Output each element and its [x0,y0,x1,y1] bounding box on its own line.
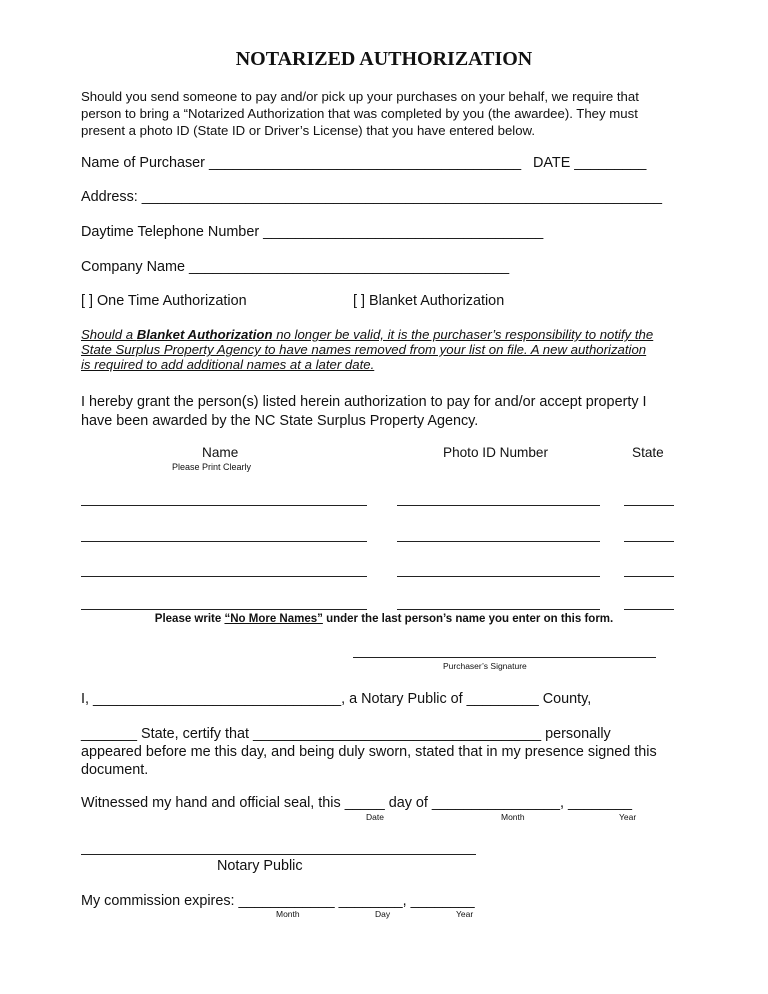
commission-year-label: Year [456,909,474,919]
witnessed-line[interactable]: Witnessed my hand and official seal, this _____ day of ________________, ________ [81,795,632,811]
table-row-state-line[interactable] [624,576,674,577]
notice-bold: Blanket Authorization [136,327,273,342]
notice-rest: no longer be valid, it is the purchaser’s responsibility to notify the [272,327,654,342]
blanket-notice-line3: is required to add additional names at a later date. [81,357,375,372]
no-more-pre: Please write [154,613,225,625]
table-row-photo-line[interactable] [397,576,600,577]
column-header-state: State [632,445,664,460]
column-header-name: Name [202,445,239,460]
grant-line: I hereby grant the person(s) listed herein authorization to pay for and/or accept property I [81,394,647,410]
blanket-notice-line2: State Surplus Property Agency to have names removed from your list on file. A new authorization [81,342,647,357]
intro-line: present a photo ID (State ID or Driver’s License) that you have entered below. [81,123,535,138]
column-header-photo-id: Photo ID Number [443,445,549,460]
notice-lead: Should a [81,327,137,342]
notary-line-2[interactable]: _______ State, certify that ____________________________________ personally [81,726,611,742]
table-row-state-line[interactable] [624,505,674,506]
table-row-photo-line[interactable] [397,541,600,542]
blanket-authorization-checkbox[interactable]: [ ] Blanket Authorization [353,293,505,309]
blanket-notice-line1 [81,327,653,342]
grant-line: have been awarded by the NC State Surplus Property Agency. [81,413,479,429]
notary-signature-line[interactable] [81,854,476,855]
intro-paragraph [81,88,639,139]
no-more-names-instruction [0,613,768,625]
table-row-name-line[interactable] [81,609,367,610]
notary-line-4: document. [81,762,149,778]
witnessed-month-label: Month [501,812,525,822]
notary-line-3: appeared before me this day, and being duly sworn, stated that in my presence signed this [81,744,657,760]
column-note-print-clearly: Please Print Clearly [172,462,252,472]
document-title: NOTARIZED AUTHORIZATION [235,48,533,70]
company-name-field[interactable]: Company Name ________________________________________ [81,259,510,275]
witnessed-year-label: Year [619,812,637,822]
intro-line: Should you send someone to pay and/or pick up your purchases on your behalf, we require that [81,89,639,104]
phone-field[interactable]: Daytime Telephone Number ___________________________________ [81,224,544,240]
table-row-name-line[interactable] [81,541,367,542]
commission-expires-line[interactable]: My commission expires: ____________ ________, ________ [81,893,475,909]
no-more-quote: “No More Names” [224,613,323,625]
table-row-name-line[interactable] [81,576,367,577]
witnessed-date-label: Date [366,812,384,822]
table-row-state-line[interactable] [624,609,674,610]
commission-day-label: Day [375,909,391,919]
table-row-photo-line[interactable] [397,505,600,506]
date-field[interactable]: DATE _________ [533,155,647,171]
grant-paragraph [81,393,647,431]
table-row-state-line[interactable] [624,541,674,542]
notary-public-label: Notary Public [217,858,303,874]
purchaser-signature-label: Purchaser’s Signature [443,661,527,671]
blanket-notice [81,327,653,372]
purchaser-name-field[interactable]: Name of Purchaser _______________________________________ [81,155,522,171]
table-row-photo-line[interactable] [397,609,600,610]
notary-line-1[interactable]: I, _______________________________, a Notary Public of _________ County, [81,691,592,707]
no-more-post: under the last person’s name you enter on this form. [322,613,614,625]
table-row-name-line[interactable] [81,505,367,506]
address-field[interactable]: Address: _________________________________________________________________ [81,189,663,205]
one-time-authorization-checkbox[interactable]: [ ] One Time Authorization [81,293,247,309]
intro-line: person to bring a “Notarized Authorization that was completed by you (the awardee). They must [81,106,638,121]
purchaser-signature-line[interactable] [353,657,656,658]
commission-month-label: Month [276,909,300,919]
